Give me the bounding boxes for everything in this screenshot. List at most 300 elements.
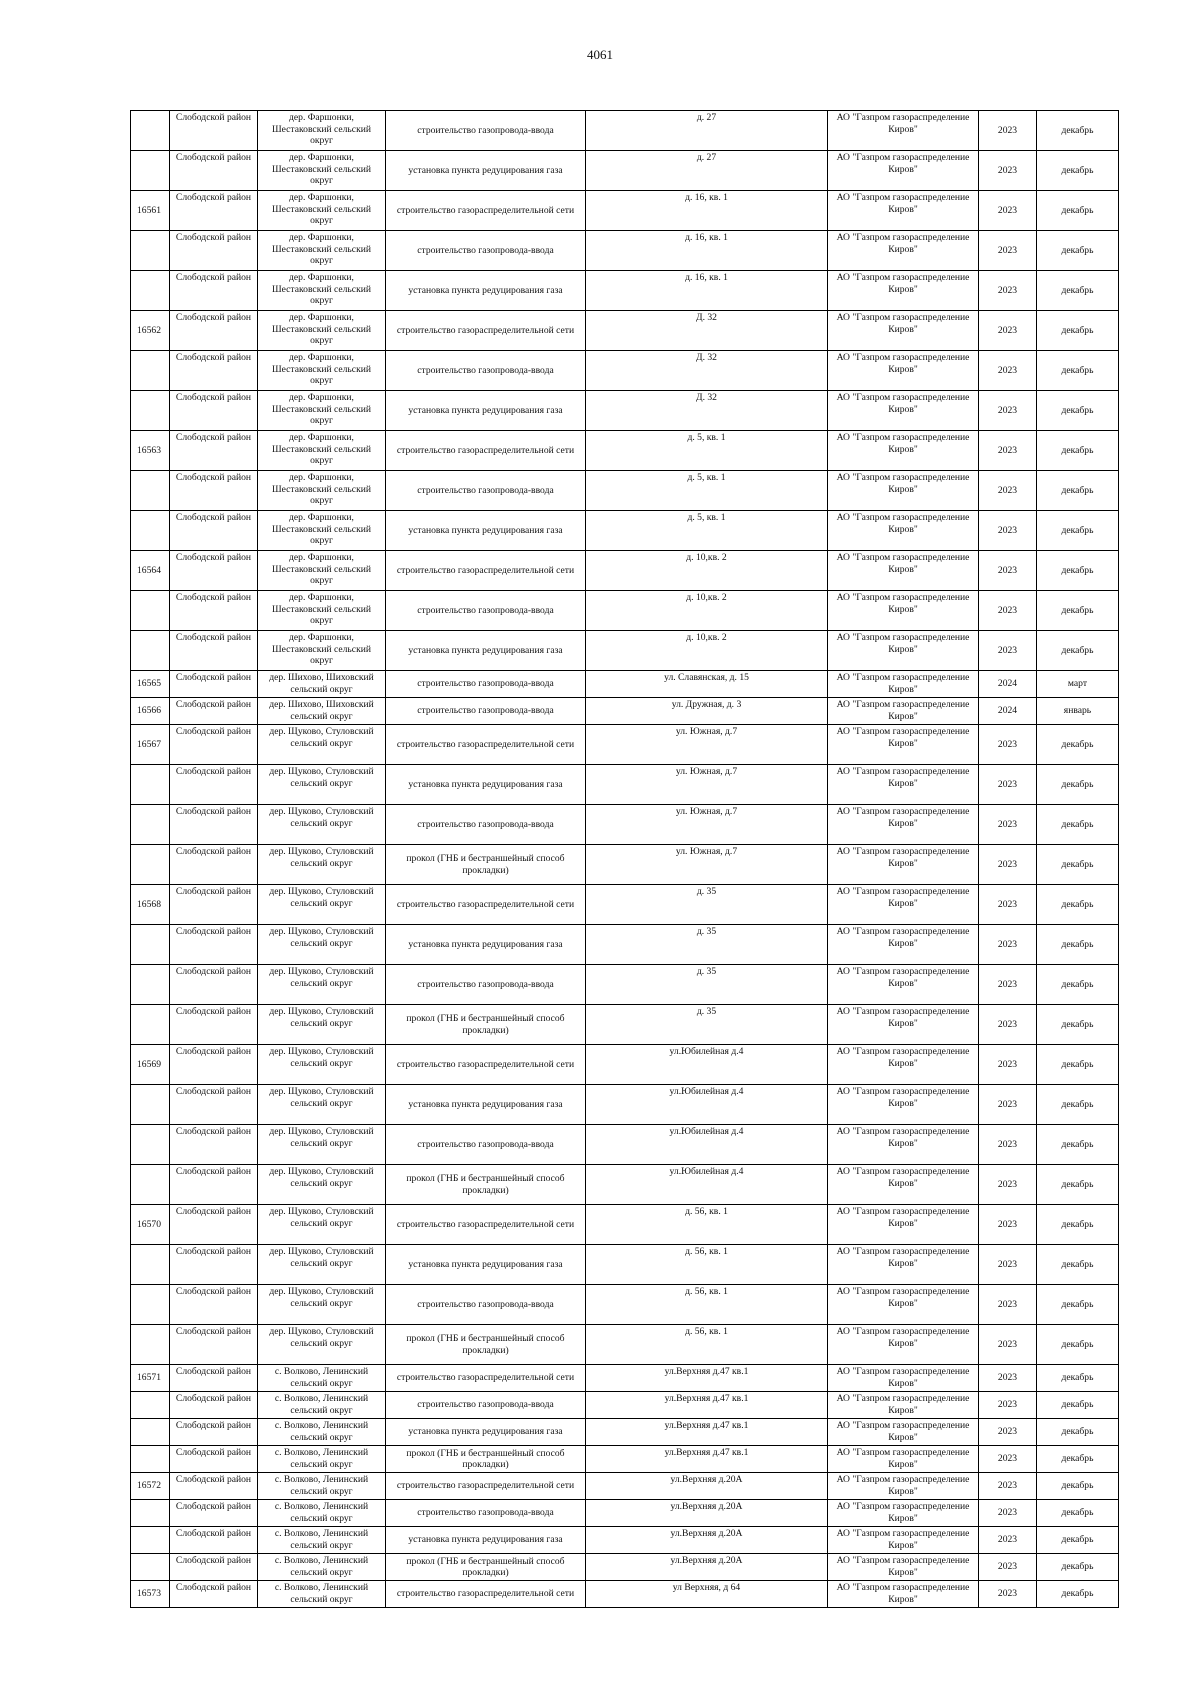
organization-cell-text: АО "Газпром газораспределение Киров" bbox=[836, 926, 970, 949]
work-type-cell bbox=[386, 271, 586, 311]
year-cell-text: 2023 bbox=[997, 1298, 1018, 1310]
work-type-cell bbox=[386, 111, 586, 151]
month-cell bbox=[1037, 1446, 1119, 1473]
year-cell bbox=[979, 591, 1037, 631]
month-cell bbox=[1037, 591, 1119, 631]
year-cell-text: 2023 bbox=[997, 1018, 1018, 1030]
work-type-cell bbox=[386, 925, 586, 965]
locality-cell bbox=[258, 1527, 386, 1554]
year-cell bbox=[979, 965, 1037, 1005]
locality-cell-text: дер. Щуково, Стуловский сельский округ bbox=[269, 806, 374, 829]
row-number-cell bbox=[131, 1205, 170, 1245]
year-cell-text: 2023 bbox=[997, 324, 1018, 336]
district-cell-text: Слободской район bbox=[175, 592, 252, 603]
table-row bbox=[131, 1527, 1119, 1554]
locality-cell bbox=[258, 845, 386, 885]
organization-cell bbox=[828, 511, 979, 551]
month-cell bbox=[1037, 1527, 1119, 1554]
address-cell bbox=[586, 1419, 828, 1446]
month-cell-text: декабрь bbox=[1061, 1338, 1094, 1350]
district-cell-text: Слободской район bbox=[175, 672, 252, 683]
row-number-cell bbox=[131, 231, 170, 271]
locality-cell-text: дер. Фаршонки, Шестаковский сельский округ bbox=[271, 632, 371, 666]
work-type-cell-text: установка пункта редуцирования газа bbox=[408, 524, 563, 536]
row-number-cell bbox=[131, 805, 170, 845]
organization-cell bbox=[828, 698, 979, 725]
year-cell bbox=[979, 1581, 1037, 1608]
row-number-cell bbox=[131, 271, 170, 311]
district-cell bbox=[170, 191, 258, 231]
locality-cell-text: дер. Фаршонки, Шестаковский сельский округ bbox=[271, 112, 371, 146]
month-cell-text: декабрь bbox=[1061, 404, 1094, 416]
address-cell-text: д. 16, кв. 1 bbox=[685, 232, 728, 243]
organization-cell-text: АО "Газпром газораспределение Киров" bbox=[836, 512, 970, 535]
year-cell bbox=[979, 191, 1037, 231]
year-cell bbox=[979, 845, 1037, 885]
organization-cell bbox=[828, 1419, 979, 1446]
year-cell bbox=[979, 1392, 1037, 1419]
district-cell-text: Слободской район bbox=[175, 512, 252, 523]
month-cell bbox=[1037, 471, 1119, 511]
work-type-cell-text: установка пункта редуцирования газа bbox=[408, 938, 563, 950]
locality-cell bbox=[258, 925, 386, 965]
work-type-cell-text: строительство газопровода-ввода bbox=[417, 124, 554, 136]
work-type-cell-text: установка пункта редуцирования газа bbox=[408, 404, 563, 416]
organization-cell bbox=[828, 1005, 979, 1045]
district-cell bbox=[170, 1165, 258, 1205]
year-cell-text: 2023 bbox=[997, 1426, 1018, 1438]
locality-cell bbox=[258, 765, 386, 805]
work-type-cell-text: прокол (ГНБ и бестраншейный способ прокладки) bbox=[406, 1555, 565, 1578]
organization-cell bbox=[828, 1365, 979, 1392]
work-type-cell bbox=[386, 1245, 586, 1285]
organization-cell bbox=[828, 925, 979, 965]
district-cell bbox=[170, 698, 258, 725]
work-type-cell-text: строительство газораспределительной сети bbox=[396, 898, 575, 910]
organization-cell-text: АО "Газпром газораспределение Киров" bbox=[836, 726, 970, 749]
work-type-cell bbox=[386, 151, 586, 191]
district-cell bbox=[170, 885, 258, 925]
address-cell bbox=[586, 1245, 828, 1285]
year-cell bbox=[979, 805, 1037, 845]
month-cell-text: декабрь bbox=[1061, 1561, 1094, 1573]
year-cell-text: 2023 bbox=[997, 1338, 1018, 1350]
district-cell-text: Слободской район bbox=[175, 806, 252, 817]
year-cell bbox=[979, 1245, 1037, 1285]
month-cell bbox=[1037, 231, 1119, 271]
organization-cell bbox=[828, 1205, 979, 1245]
works-table bbox=[130, 110, 1119, 1608]
month-cell-text: декабрь bbox=[1061, 164, 1094, 176]
year-cell bbox=[979, 471, 1037, 511]
year-cell bbox=[979, 391, 1037, 431]
address-cell bbox=[586, 1165, 828, 1205]
address-cell-text: д. 35 bbox=[696, 886, 717, 897]
district-cell-text: Слободской район bbox=[175, 1555, 252, 1566]
organization-cell-text: АО "Газпром газораспределение Киров" bbox=[836, 632, 970, 655]
row-number-cell bbox=[131, 845, 170, 885]
address-cell-text: ул.Верхняя д.47 кв.1 bbox=[664, 1447, 749, 1458]
organization-cell bbox=[828, 1125, 979, 1165]
month-cell bbox=[1037, 111, 1119, 151]
row-number-cell bbox=[131, 1165, 170, 1205]
locality-cell bbox=[258, 391, 386, 431]
table-row bbox=[131, 1419, 1119, 1446]
district-cell bbox=[170, 925, 258, 965]
year-cell bbox=[979, 1473, 1037, 1500]
work-type-cell-text: строительство газопровода-ввода bbox=[417, 1399, 554, 1411]
locality-cell-text: с. Волково, Ленинский сельский округ bbox=[274, 1420, 369, 1443]
month-cell bbox=[1037, 805, 1119, 845]
work-type-cell-text: строительство газопровода-ввода bbox=[417, 364, 554, 376]
locality-cell bbox=[258, 885, 386, 925]
organization-cell-text: АО "Газпром газораспределение Киров" bbox=[836, 886, 970, 909]
address-cell bbox=[586, 311, 828, 351]
district-cell-text: Слободской район bbox=[175, 312, 252, 323]
organization-cell bbox=[828, 311, 979, 351]
year-cell bbox=[979, 1205, 1037, 1245]
work-type-cell-text: установка пункта редуцирования газа bbox=[408, 284, 563, 296]
locality-cell-text: с. Волково, Ленинский сельский округ bbox=[274, 1474, 369, 1497]
locality-cell-text: с. Волково, Ленинский сельский округ bbox=[274, 1393, 369, 1416]
year-cell-text: 2023 bbox=[997, 1588, 1018, 1600]
organization-cell bbox=[828, 271, 979, 311]
year-cell bbox=[979, 311, 1037, 351]
month-cell-text: декабрь bbox=[1061, 898, 1094, 910]
month-cell bbox=[1037, 1205, 1119, 1245]
district-cell-text: Слободской район bbox=[175, 232, 252, 243]
work-type-cell bbox=[386, 725, 586, 765]
organization-cell bbox=[828, 1446, 979, 1473]
district-cell bbox=[170, 1125, 258, 1165]
district-cell bbox=[170, 1365, 258, 1392]
table-row bbox=[131, 885, 1119, 925]
month-cell-text: декабрь bbox=[1061, 1258, 1094, 1270]
organization-cell bbox=[828, 1045, 979, 1085]
row-number-cell-text: 16562 bbox=[137, 324, 161, 336]
row-number-cell-text: 16566 bbox=[137, 705, 161, 717]
table-row bbox=[131, 845, 1119, 885]
address-cell-text: д. 5, кв. 1 bbox=[687, 512, 726, 523]
row-number-cell-text: 16567 bbox=[137, 738, 161, 750]
address-cell-text: д. 27 bbox=[696, 112, 717, 123]
locality-cell-text: с. Волково, Ленинский сельский округ bbox=[274, 1447, 369, 1470]
month-cell bbox=[1037, 271, 1119, 311]
district-cell-text: Слободской район bbox=[175, 152, 252, 163]
year-cell-text: 2023 bbox=[997, 738, 1018, 750]
locality-cell bbox=[258, 1554, 386, 1581]
district-cell-text: Слободской район bbox=[175, 1166, 252, 1177]
work-type-cell-text: прокол (ГНБ и бестраншейный способ прокладки) bbox=[406, 1333, 565, 1356]
district-cell bbox=[170, 1205, 258, 1245]
district-cell bbox=[170, 1554, 258, 1581]
address-cell-text: д. 16, кв. 1 bbox=[685, 272, 728, 283]
table-row bbox=[131, 725, 1119, 765]
organization-cell bbox=[828, 725, 979, 765]
month-cell bbox=[1037, 551, 1119, 591]
month-cell bbox=[1037, 1245, 1119, 1285]
address-cell-text: ул.Верхняя д.47 кв.1 bbox=[664, 1366, 749, 1377]
district-cell bbox=[170, 111, 258, 151]
locality-cell bbox=[258, 965, 386, 1005]
district-cell bbox=[170, 1085, 258, 1125]
year-cell-text: 2023 bbox=[997, 404, 1018, 416]
month-cell-text: декабрь bbox=[1061, 818, 1094, 830]
address-cell-text: ул.Юбилейная д.4 bbox=[669, 1046, 744, 1057]
district-cell bbox=[170, 1392, 258, 1419]
organization-cell bbox=[828, 1527, 979, 1554]
organization-cell-text: АО "Газпром газораспределение Киров" bbox=[836, 1086, 970, 1109]
locality-cell-text: дер. Фаршонки, Шестаковский сельский округ bbox=[271, 192, 371, 226]
work-type-cell bbox=[386, 805, 586, 845]
month-cell bbox=[1037, 191, 1119, 231]
district-cell-text: Слободской район bbox=[175, 472, 252, 483]
district-cell bbox=[170, 231, 258, 271]
locality-cell-text: дер. Фаршонки, Шестаковский сельский округ bbox=[271, 152, 371, 186]
table-row bbox=[131, 191, 1119, 231]
work-type-cell bbox=[386, 1446, 586, 1473]
organization-cell-text: АО "Газпром газораспределение Киров" bbox=[836, 1286, 970, 1309]
organization-cell bbox=[828, 1500, 979, 1527]
row-number-cell bbox=[131, 1419, 170, 1446]
month-cell-text: декабрь bbox=[1061, 1507, 1094, 1519]
year-cell bbox=[979, 1527, 1037, 1554]
organization-cell-text: АО "Газпром газораспределение Киров" bbox=[836, 1046, 970, 1069]
address-cell-text: д. 56, кв. 1 bbox=[685, 1286, 728, 1297]
work-type-cell bbox=[386, 1500, 586, 1527]
work-type-cell bbox=[386, 1527, 586, 1554]
table-row bbox=[131, 1446, 1119, 1473]
row-number-cell bbox=[131, 1245, 170, 1285]
row-number-cell bbox=[131, 631, 170, 671]
locality-cell-text: дер. Щуково, Стуловский сельский округ bbox=[269, 1046, 374, 1069]
address-cell-text: д. 10,кв. 2 bbox=[686, 632, 727, 643]
month-cell bbox=[1037, 765, 1119, 805]
organization-cell-text: АО "Газпром газораспределение Киров" bbox=[836, 272, 970, 295]
year-cell-text: 2023 bbox=[997, 124, 1018, 136]
address-cell bbox=[586, 511, 828, 551]
locality-cell-text: дер. Фаршонки, Шестаковский сельский округ bbox=[271, 472, 371, 506]
table-body bbox=[131, 111, 1119, 1608]
row-number-cell bbox=[131, 1392, 170, 1419]
address-cell bbox=[586, 1325, 828, 1365]
locality-cell bbox=[258, 725, 386, 765]
locality-cell-text: дер. Щуково, Стуловский сельский округ bbox=[269, 1326, 374, 1349]
district-cell-text: Слободской район bbox=[175, 1447, 252, 1458]
work-type-cell bbox=[386, 1045, 586, 1085]
work-type-cell-text: установка пункта редуцирования газа bbox=[408, 778, 563, 790]
address-cell bbox=[586, 725, 828, 765]
address-cell-text: д. 10,кв. 2 bbox=[686, 592, 727, 603]
month-cell bbox=[1037, 391, 1119, 431]
table-row bbox=[131, 1392, 1119, 1419]
month-cell-text: декабрь bbox=[1061, 1426, 1094, 1438]
district-cell bbox=[170, 1325, 258, 1365]
work-type-cell bbox=[386, 671, 586, 698]
locality-cell-text: дер. Фаршонки, Шестаковский сельский округ bbox=[271, 512, 371, 546]
locality-cell-text: с. Волково, Ленинский сельский округ bbox=[274, 1501, 369, 1524]
address-cell bbox=[586, 1285, 828, 1325]
locality-cell bbox=[258, 1365, 386, 1392]
year-cell-text: 2023 bbox=[997, 938, 1018, 950]
year-cell bbox=[979, 885, 1037, 925]
address-cell bbox=[586, 925, 828, 965]
work-type-cell-text: строительство газопровода-ввода bbox=[417, 484, 554, 496]
month-cell-text: декабрь bbox=[1061, 1138, 1094, 1150]
locality-cell-text: дер. Фаршонки, Шестаковский сельский округ bbox=[271, 272, 371, 306]
address-cell bbox=[586, 1554, 828, 1581]
address-cell-text: Д. 32 bbox=[696, 392, 717, 403]
district-cell-text: Слободской район bbox=[175, 1246, 252, 1257]
locality-cell bbox=[258, 1245, 386, 1285]
year-cell-text: 2023 bbox=[997, 818, 1018, 830]
month-cell-text: декабрь bbox=[1061, 364, 1094, 376]
work-type-cell-text: строительство газораспределительной сети bbox=[396, 738, 575, 750]
locality-cell-text: дер. Фаршонки, Шестаковский сельский округ bbox=[271, 352, 371, 386]
row-number-cell-text: 16565 bbox=[137, 678, 161, 690]
work-type-cell bbox=[386, 1005, 586, 1045]
row-number-cell bbox=[131, 1446, 170, 1473]
work-type-cell bbox=[386, 511, 586, 551]
address-cell bbox=[586, 1473, 828, 1500]
row-number-cell bbox=[131, 1005, 170, 1045]
locality-cell bbox=[258, 1205, 386, 1245]
row-number-cell-text: 16564 bbox=[137, 564, 161, 576]
address-cell bbox=[586, 151, 828, 191]
locality-cell-text: дер. Щуково, Стуловский сельский округ bbox=[269, 766, 374, 789]
table-row bbox=[131, 765, 1119, 805]
district-cell-text: Слободской район bbox=[175, 1206, 252, 1217]
work-type-cell bbox=[386, 431, 586, 471]
work-type-cell-text: строительство газопровода-ввода bbox=[417, 1507, 554, 1519]
district-cell bbox=[170, 1500, 258, 1527]
address-cell bbox=[586, 1205, 828, 1245]
page-number: 4061 bbox=[587, 47, 613, 62]
address-cell bbox=[586, 1446, 828, 1473]
district-cell bbox=[170, 725, 258, 765]
work-type-cell bbox=[386, 471, 586, 511]
row-number-cell bbox=[131, 1473, 170, 1500]
month-cell bbox=[1037, 1500, 1119, 1527]
year-cell bbox=[979, 1285, 1037, 1325]
year-cell-text: 2024 bbox=[997, 678, 1018, 690]
month-cell bbox=[1037, 1554, 1119, 1581]
work-type-cell-text: строительство газораспределительной сети bbox=[396, 1058, 575, 1070]
district-cell-text: Слободской район bbox=[175, 1474, 252, 1485]
work-type-cell bbox=[386, 1392, 586, 1419]
work-type-cell bbox=[386, 965, 586, 1005]
work-type-cell bbox=[386, 231, 586, 271]
locality-cell bbox=[258, 805, 386, 845]
organization-cell-text: АО "Газпром газораспределение Киров" bbox=[836, 672, 970, 695]
year-cell-text: 2023 bbox=[997, 364, 1018, 376]
work-type-cell-text: строительство газораспределительной сети bbox=[396, 444, 575, 456]
organization-cell bbox=[828, 231, 979, 271]
address-cell-text: д. 5, кв. 1 bbox=[687, 432, 726, 443]
address-cell-text: ул. Южная, д.7 bbox=[675, 806, 738, 817]
work-type-cell bbox=[386, 765, 586, 805]
row-number-cell bbox=[131, 885, 170, 925]
year-cell-text: 2023 bbox=[997, 164, 1018, 176]
month-cell-text: декабрь bbox=[1061, 444, 1094, 456]
address-cell bbox=[586, 231, 828, 271]
locality-cell bbox=[258, 698, 386, 725]
locality-cell-text: дер. Щуково, Стуловский сельский округ bbox=[269, 1166, 374, 1189]
address-cell-text: д. 35 bbox=[696, 1006, 717, 1017]
locality-cell bbox=[258, 1446, 386, 1473]
row-number-cell bbox=[131, 551, 170, 591]
district-cell bbox=[170, 591, 258, 631]
organization-cell-text: АО "Газпром газораспределение Киров" bbox=[836, 1246, 970, 1269]
month-cell-text: декабрь bbox=[1061, 1018, 1094, 1030]
table-row bbox=[131, 1085, 1119, 1125]
month-cell-text: декабрь bbox=[1061, 484, 1094, 496]
year-cell-text: 2023 bbox=[997, 858, 1018, 870]
work-type-cell-text: строительство газораспределительной сети bbox=[396, 1372, 575, 1384]
work-type-cell bbox=[386, 1125, 586, 1165]
table-row bbox=[131, 631, 1119, 671]
organization-cell bbox=[828, 1473, 979, 1500]
locality-cell-text: дер. Фаршонки, Шестаковский сельский округ bbox=[271, 552, 371, 586]
table-row bbox=[131, 471, 1119, 511]
organization-cell-text: АО "Газпром газораспределение Киров" bbox=[836, 232, 970, 255]
organization-cell-text: АО "Газпром газораспределение Киров" bbox=[836, 1420, 970, 1443]
address-cell bbox=[586, 1527, 828, 1554]
work-type-cell-text: строительство газопровода-ввода bbox=[417, 678, 554, 690]
organization-cell bbox=[828, 471, 979, 511]
organization-cell bbox=[828, 431, 979, 471]
year-cell bbox=[979, 1085, 1037, 1125]
district-cell bbox=[170, 151, 258, 191]
year-cell-text: 2023 bbox=[997, 978, 1018, 990]
locality-cell-text: дер. Щуково, Стуловский сельский округ bbox=[269, 1006, 374, 1029]
row-number-cell bbox=[131, 671, 170, 698]
month-cell-text: декабрь bbox=[1061, 524, 1094, 536]
address-cell-text: д. 56, кв. 1 bbox=[685, 1206, 728, 1217]
organization-cell bbox=[828, 191, 979, 231]
organization-cell-text: АО "Газпром газораспределение Киров" bbox=[836, 1393, 970, 1416]
year-cell-text: 2023 bbox=[997, 1534, 1018, 1546]
month-cell-text: декабрь bbox=[1061, 858, 1094, 870]
year-cell-text: 2023 bbox=[997, 564, 1018, 576]
organization-cell-text: АО "Газпром газораспределение Киров" bbox=[836, 312, 970, 335]
table-row bbox=[131, 351, 1119, 391]
work-type-cell-text: строительство газораспределительной сети bbox=[396, 324, 575, 336]
district-cell bbox=[170, 845, 258, 885]
work-type-cell bbox=[386, 1473, 586, 1500]
organization-cell bbox=[828, 1165, 979, 1205]
row-number-cell bbox=[131, 391, 170, 431]
organization-cell-text: АО "Газпром газораспределение Киров" bbox=[836, 192, 970, 215]
organization-cell bbox=[828, 965, 979, 1005]
table-row bbox=[131, 925, 1119, 965]
row-number-cell bbox=[131, 111, 170, 151]
work-type-cell bbox=[386, 1365, 586, 1392]
address-cell-text: д. 10,кв. 2 bbox=[686, 552, 727, 563]
row-number-cell bbox=[131, 925, 170, 965]
district-cell-text: Слободской район bbox=[175, 632, 252, 643]
district-cell-text: Слободской район bbox=[175, 926, 252, 937]
row-number-cell-text: 16570 bbox=[137, 1218, 161, 1230]
year-cell bbox=[979, 1500, 1037, 1527]
month-cell-text: декабрь bbox=[1061, 738, 1094, 750]
locality-cell bbox=[258, 311, 386, 351]
year-cell bbox=[979, 151, 1037, 191]
locality-cell bbox=[258, 431, 386, 471]
address-cell-text: ул. Южная, д.7 bbox=[675, 766, 738, 777]
district-cell bbox=[170, 1285, 258, 1325]
year-cell bbox=[979, 1446, 1037, 1473]
